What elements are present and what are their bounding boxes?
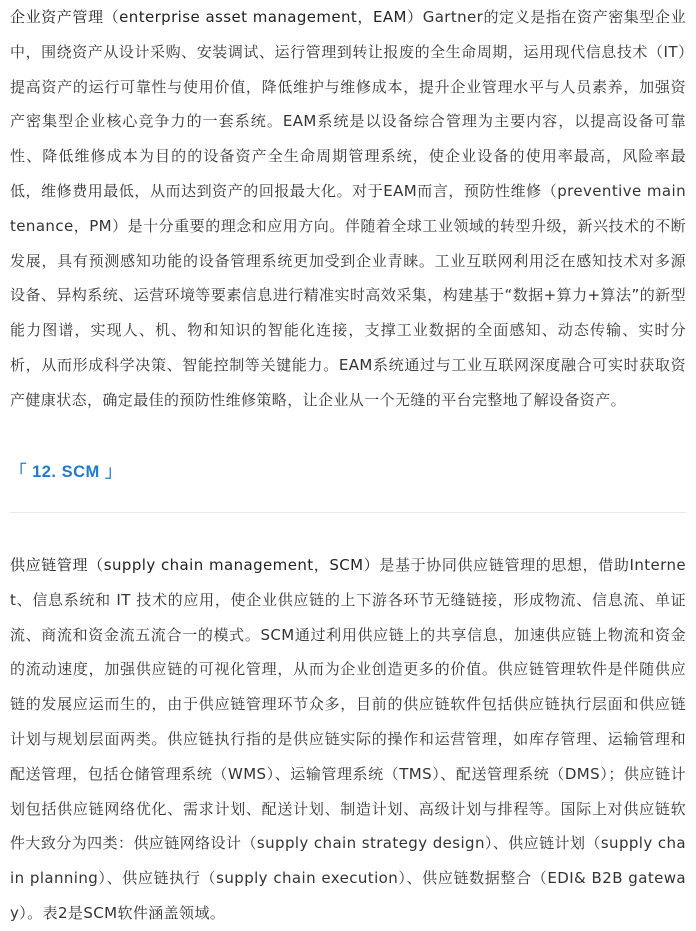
section-heading-scm: 「 12. SCM 」 <box>10 463 122 481</box>
scm-paragraph <box>10 548 686 931</box>
eam-body-text: Gartner的定义是指在资产密集型企业中，围绕资产从设计采购、安装调试、运行管理到转让报废的全生命周期，运用现代信息技术（IT）提高资产的运行可靠性与使用价值，降低维护与维修成本，提升企业管理水平与人员素养，加强资产密集型企业核心竞争力的一套系统。EAM系统是以设备综合管理为主要内容，以提高设备可靠性、降低维修成本为目的的设备资产全生命周期管理系统，使企业设备的使用率最高，风险率最低，维修费用最低，从而达到资产的回报最大化。对于EAM而言，预防性维修（preventive maintenance，PM）是十分重要的理念和应用方向。伴随着全球工业领域的转型升级，新兴技术的不断发展，具有预测感知功能的设备管理系统更加受到企业青睐。工业互联网利用泛在感知技术对多源设备、异构系统、运营环境等要素信息进行精准实时高效采集，构建基于“数据+算力+算法”的新型能力图谱，实现人、机、物和知识的智能化连接，支撑工业数据的全面感知、动态传输、实时分析，从而形成科学决策、智能控制等关键能力。EAM系统通过与工业互联网深度融合可实时获取资产健康状态，确定最佳的预防性维修策略，让企业从一个无缝的平台完整地了解设备资产。 <box>10 8 686 409</box>
article <box>10 0 686 922</box>
eam-lead-term: 企业资产管理（enterprise asset management，EAM） <box>10 8 423 26</box>
scm-lead-term: 供应链管理（supply chain management，SCM） <box>10 556 380 574</box>
eam-paragraph <box>10 0 686 418</box>
scm-body-text: 是基于协同供应链管理的思想，借助Internet、信息系统和 IT 技术的应用，使企业供应链的上下游各环节无缝链接，形成物流、信息流、单证流、商流和资金流五流合一的模式。SCM通过利用供应链上的共享信息，加速供应链上物流和资金的流动速度，加强供应链的可视化管理，从而为企业创造更多的价值。供应链管理软件是伴随供应链的发展应运而生的，由于供应链管理环节众多，目前的供应链软件包括供应链执行层面和供应链计划与规划层面两类。供应链执行指的是供应链实际的操作和运营管理，如库存管理、运输管理和配送管理，包括仓储管理系统（WMS）、运输管理系统（TMS）、配送管理系统（DMS）；供应链计划包括供应链网络优化、需求计划、配送计划、制造计划、高级计划与排程等。国际上对供应链软件大致分为四类：供应链网络设计（supply chain strategy design）、供应链计划（supply chain planning）、供应链执行（supply chain execution）、供应链数据整合（EDI& B2B gateway）。表2是SCM软件涵盖领域。 <box>10 556 686 922</box>
section-divider <box>10 512 686 513</box>
